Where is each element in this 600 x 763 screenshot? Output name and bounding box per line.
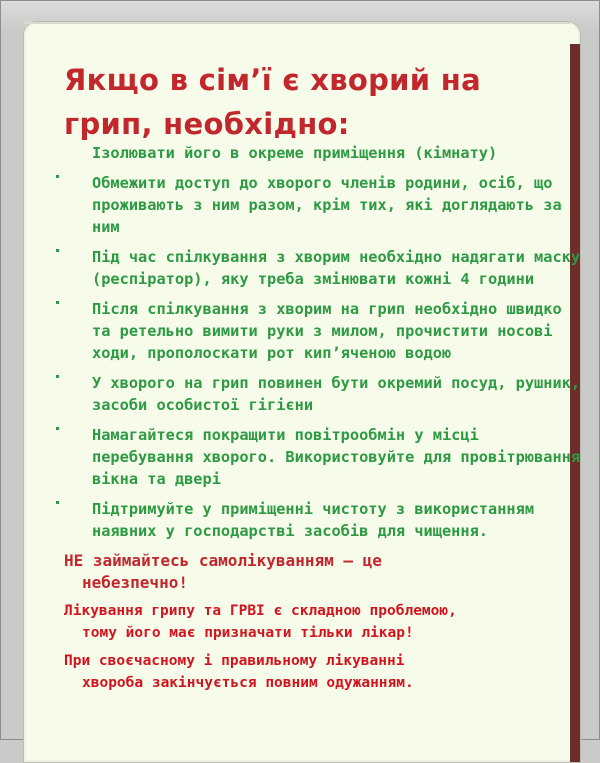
treatment-note-line-2: тому його має призначати тільки лікар!	[82, 625, 414, 641]
list-item	[64, 246, 584, 290]
list-item-text: Під час спілкування з хворим необхідно надягати маску (респіратор), яку треба змінювати кожні 4 години	[92, 248, 581, 288]
recovery-note	[64, 650, 584, 694]
list-item	[64, 172, 584, 238]
recovery-note-line-2: хвороба закінчується повним одужанням.	[82, 675, 414, 691]
list-item	[64, 424, 584, 490]
list-item-text: Підтримуйте у приміщенні чистоту з використанням наявних у господарстві засобів для чищення.	[92, 500, 535, 540]
warning-text	[64, 550, 584, 594]
list-item-text: Після спілкування з хворим на грип необхідно швидко та ретельно вимити руки з милом, прочистити носові ходи, прополоскати рот кип’яченою водою	[92, 300, 562, 362]
warning-line-2: небезпечно!	[82, 573, 188, 592]
treatment-note	[64, 600, 584, 644]
slide-title: Якщо в сім’ї є хворий на грип, необхідно:	[64, 63, 481, 141]
list-item	[64, 498, 584, 542]
treatment-note-line-1: Лікування грипу та ГРВІ є складною проблемою,	[64, 603, 457, 619]
bullet-icon	[56, 175, 59, 178]
list-item-text: Обмежити доступ до хворого членів родини, осіб, що проживають з ним разом, крім тих, які доглядають за ним	[92, 174, 562, 236]
recovery-note-line-1: При своєчасному і правильному лікуванні	[64, 653, 405, 669]
list-item-text: У хворого на грип повинен бути окремий посуд, рушник, засоби особистої гігієни	[92, 374, 581, 414]
warning-line-1: НЕ займайтесь самолікуванням – це	[64, 551, 382, 570]
list-item-text: Намагайтеся покращити повітрообмін у місці перебування хворого. Використовуйте для провітрювання вікна та двері	[92, 426, 581, 488]
slide-body	[64, 142, 584, 700]
bullet-icon	[56, 501, 59, 504]
list-item	[64, 142, 584, 164]
bullet-icon	[56, 249, 59, 252]
list-item	[64, 372, 584, 416]
list-item	[64, 298, 584, 364]
slide	[23, 21, 581, 763]
bullet-icon	[56, 427, 59, 430]
bullet-icon	[56, 375, 59, 378]
list-item-text: Ізолювати його в окреме приміщення (кімнату)	[92, 144, 498, 162]
bullet-icon	[56, 301, 59, 304]
